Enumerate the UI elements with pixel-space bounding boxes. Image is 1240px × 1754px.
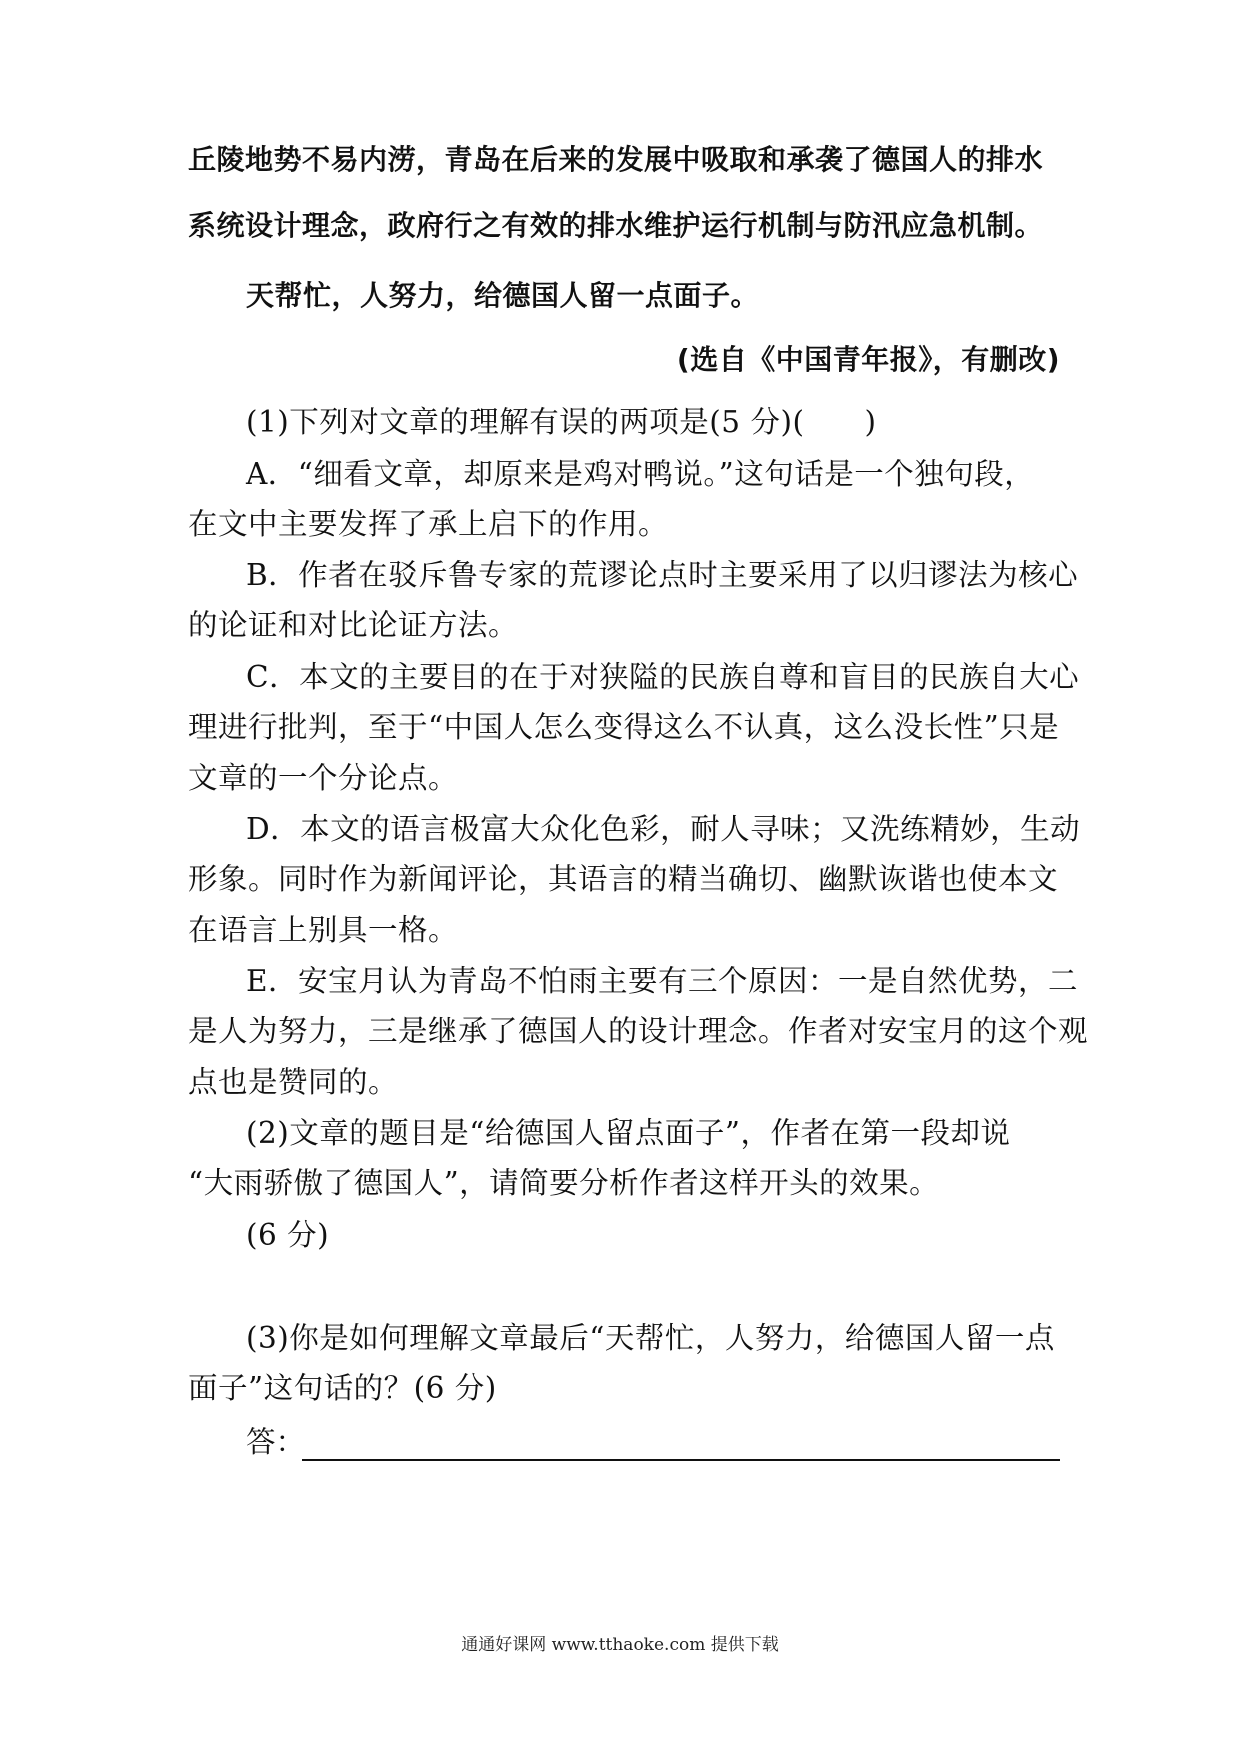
passage-line-1: 丘陵地势不易内涝，青岛在后来的发展中吸取和承袭了德国人的排水 bbox=[188, 143, 1044, 176]
question-1-option-b-cont: 的论证和对比论证方法。 bbox=[188, 608, 519, 642]
question-1-option-e-cont-1: 是人为努力，三是继承了德国人的设计理念。作者对安宝月的这个观 bbox=[188, 1014, 1089, 1048]
question-1-option-c: C．本文的主要目的在于对狭隘的民族自尊和盲目的民族自大心 bbox=[246, 660, 1080, 694]
question-1-option-e-cont-2: 点也是赞同的。 bbox=[188, 1065, 399, 1099]
question-1-option-b: B．作者在驳斥鲁专家的荒谬论点时主要采用了以归谬法为核心 bbox=[246, 558, 1079, 592]
document-page bbox=[188, 0, 1089, 1754]
passage-source: (选自《中国青年报》，有删改) bbox=[676, 343, 1060, 376]
question-1-option-c-cont-1: 理进行批判，至于“中国人怎么变得这么不认真，这么没长性”只是 bbox=[188, 710, 1060, 744]
question-2-stem-cont: “大雨骄傲了德国人”，请简要分析作者这样开头的效果。 bbox=[188, 1166, 940, 1200]
question-1-option-d-cont-2: 在语言上别具一格。 bbox=[188, 913, 459, 947]
question-3-stem-cont: 面子”这句话的？(6 分) bbox=[188, 1371, 497, 1405]
question-1-option-a-cont: 在文中主要发挥了承上启下的作用。 bbox=[188, 507, 669, 541]
question-2-points: (6 分) bbox=[246, 1218, 330, 1252]
answer-label: 答： bbox=[246, 1425, 306, 1459]
passage-closing-line: 天帮忙，人努力，给德国人留一点面子。 bbox=[246, 279, 760, 312]
question-2-answer-row[interactable] bbox=[246, 1422, 1060, 1462]
answer-blank-line[interactable] bbox=[302, 1459, 1060, 1461]
question-1-option-d-cont-1: 形象。同时作为新闻评论，其语言的精当确切、幽默诙谐也使本文 bbox=[188, 862, 1059, 896]
question-1-option-c-cont-2: 文章的一个分论点。 bbox=[188, 761, 459, 795]
passage-line-2: 系统设计理念，政府行之有效的排水维护运行机制与防汛应急机制。 bbox=[188, 209, 1044, 242]
question-1-option-d: D．本文的语言极富大众化色彩，耐人寻味；又洗练精妙，生动 bbox=[246, 812, 1081, 846]
question-1-stem: (1)下列对文章的理解有误的两项是(5 分)( ) bbox=[246, 405, 877, 439]
page-footer: 通通好课网 www.tthaoke.com 提供下载 bbox=[461, 1635, 779, 1655]
question-3-stem: (3)你是如何理解文章最后“天帮忙，人努力，给德国人留一点 bbox=[246, 1321, 1055, 1355]
question-1-option-a: A．“细看文章，却原来是鸡对鸭说。”这句话是一个独句段， bbox=[246, 457, 1035, 491]
question-1-option-e: E．安宝月认为青岛不怕雨主要有三个原因：一是自然优势，二 bbox=[246, 964, 1079, 998]
question-2-stem: (2)文章的题目是“给德国人留点面子”，作者在第一段却说 bbox=[246, 1116, 1011, 1150]
